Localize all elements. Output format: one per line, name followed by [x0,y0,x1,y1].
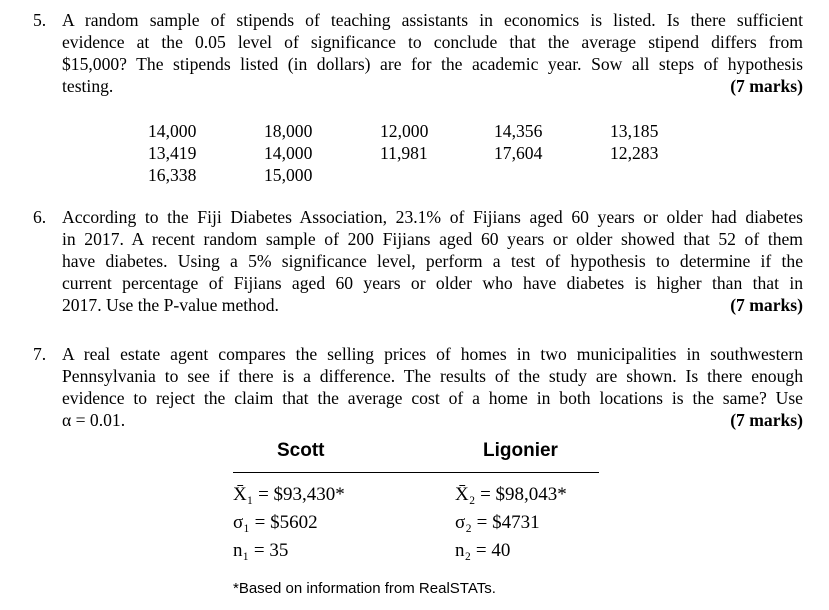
q7-last-row [62,409,803,431]
question-5-number: 5. [33,10,47,30]
q6-line: current percentage of Fijians aged 60 years or older who have diabetes is higher than that in [62,273,803,293]
data-value: 16,338 [148,165,197,185]
q5-marks: (7 marks) [730,76,803,96]
q6-line: have diabetes. Using a 5% significance level, perform a test of hypothesis to determine if the [62,251,803,271]
question-7-number: 7. [33,344,47,364]
data-value: 15,000 [264,165,313,185]
scott-sd: σ₁ = $5602 [233,512,318,533]
q5-data-block [0,120,829,190]
q7-line: A real estate agent compares the selling prices of homes in two municipalities in southwestern [62,344,803,364]
data-value: 13,419 [148,143,197,163]
q5-last-row [62,75,803,97]
data-value: 11,981 [380,143,428,163]
data-column [494,120,542,164]
data-value: 17,604 [494,143,543,163]
data-column [610,120,658,164]
footnote: *Based on information from RealSTATs. [233,580,496,597]
question-6-text [62,206,803,316]
data-column [148,120,196,186]
q7-marks: (7 marks) [730,410,803,430]
q6-line: in 2017. A recent random sample of 200 Fijians aged 60 years or older showed that 52 of them [62,229,803,249]
q5-line: $15,000? The stipends listed (in dollars) are for the academic year. Sow all steps of hypothesis [62,54,803,74]
ligonier-mean: X̄₂ = $98,043* [455,484,567,505]
data-value: 12,000 [380,121,429,141]
question-7-text [62,343,803,431]
q5-line: testing. [62,76,114,96]
ligonier-sd: σ₂ = $4731 [455,512,540,533]
question-5-text [62,9,803,97]
data-value: 12,283 [610,143,659,163]
q7-line: evidence to reject the claim that the average cost of a home in both locations is the same? Use [62,388,803,408]
data-column [380,120,428,164]
q7-line: Pennsylvania to see if there is a difference. The results of the study are shown. Is there enough [62,366,803,386]
q6-line: According to the Fiji Diabetes Association, 23.1% of Fijians aged 60 years or older had diabetes [62,207,803,227]
scott-mean: X̄₁ = $93,430* [233,484,345,505]
ligonier-n: n₂ = 40 [455,540,511,561]
q6-marks: (7 marks) [730,295,803,315]
scott-header: Scott [277,440,325,461]
q6-line: 2017. Use the P-value method. [62,295,279,315]
ligonier-header: Ligonier [483,440,558,461]
scott-n: n₁ = 35 [233,540,289,561]
data-value: 14,356 [494,121,543,141]
q6-last-row [62,294,803,316]
q7-line: α = 0.01. [62,410,126,430]
data-value: 14,000 [264,143,313,163]
q5-line: A random sample of stipends of teaching assistants in economics is listed. Is there sufficient [62,10,803,30]
data-value: 13,185 [610,121,659,141]
question-6-number: 6. [33,207,47,227]
table-rule [233,472,599,473]
q5-line: evidence at the 0.05 level of significance to conclude that the average stipend differs from [62,32,803,52]
data-value: 14,000 [148,121,197,141]
data-column [264,120,312,186]
data-value: 18,000 [264,121,313,141]
